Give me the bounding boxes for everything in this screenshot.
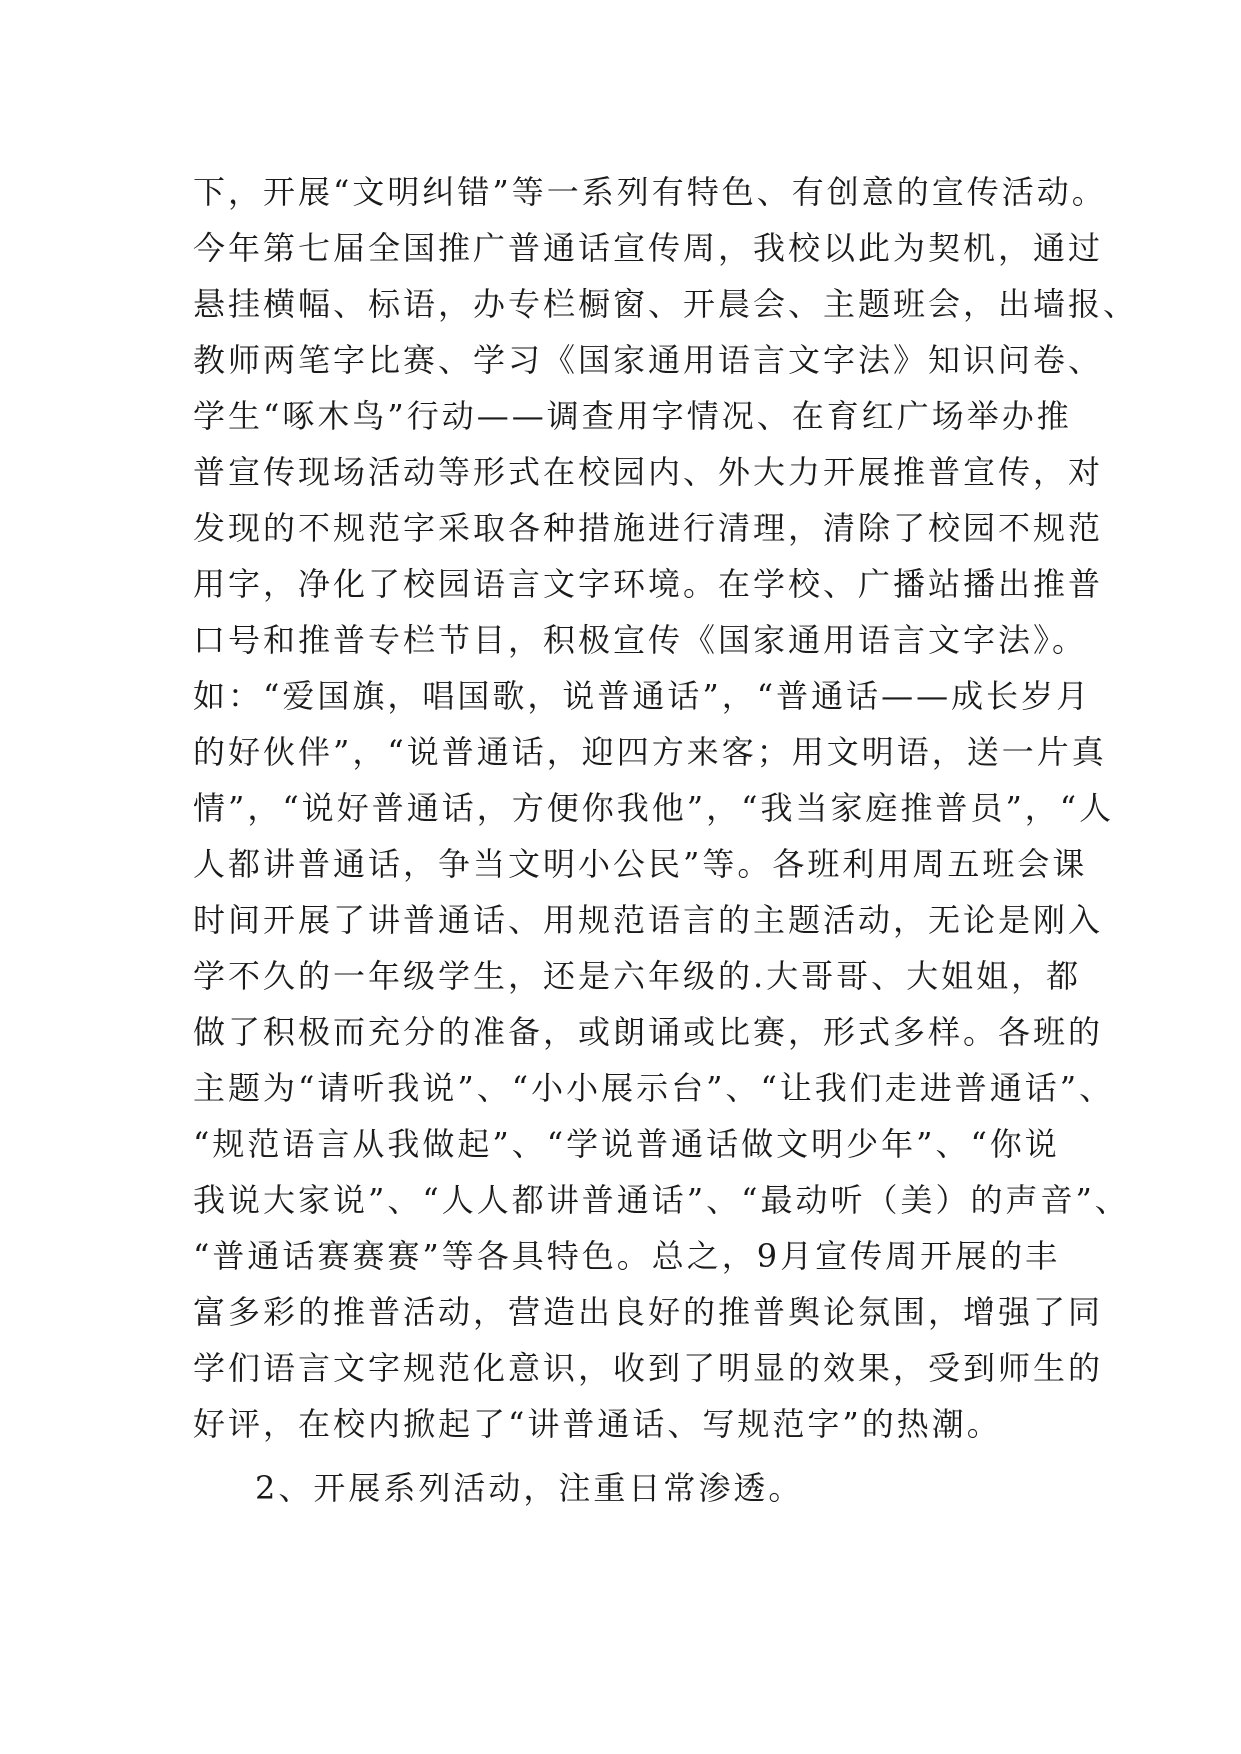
text-line: 用字，净化了校园语言文字环境。在学校、广播站播出推普 — [193, 565, 1104, 603]
text-line: 学们语言文字规范化意识，收到了明显的效果，受到师生的 — [193, 1349, 1104, 1387]
text-line: 富多彩的推普活动，营造出良好的推普舆论氛围，增强了同 — [193, 1293, 1104, 1331]
text-line: 教师两笔字比赛、学习《国家通用语言文字法》知识问卷、 — [193, 341, 1104, 379]
text-line: 人都讲普通话，争当文明小公民”等。各班利用周五班会课 — [193, 845, 1088, 883]
text-line: 主题为“请听我说”、“小小展示台”、“让我们走进普通话”、 — [193, 1069, 1115, 1107]
text-line: 我说大家说”、“人人都讲普通话”、“最动听（美）的声音”、 — [193, 1181, 1130, 1219]
text-line: 如：“爱国旗，唱国歌，说普通话”，“普通话——成长岁月 — [193, 677, 1092, 715]
body-text — [193, 164, 1139, 1516]
text-line: 下，开展“文明纠错”等一系列有特色、有创意的宣传活动。 — [193, 173, 1107, 211]
text-line: “规范语言从我做起”、“学说普通话做文明少年”、“你说 — [193, 1125, 1060, 1163]
text-line: 学生“啄木鸟”行动——调查用字情况、在育红广场举办推 — [193, 397, 1072, 435]
text-line: 今年第七届全国推广普通话宣传周，我校以此为契机，通过 — [193, 229, 1104, 267]
text-line: 好评，在校内掀起了“讲普通话、写规范字”的热潮。 — [193, 1405, 1002, 1443]
text-line: 发现的不规范字采取各种措施进行清理，清除了校园不规范 — [193, 509, 1104, 547]
text-line: 时间开展了讲普通话、用规范语言的主题活动，无论是刚入 — [193, 901, 1104, 939]
text-line: 口号和推普专栏节目，积极宣传《国家通用语言文字法》。 — [193, 621, 1088, 659]
text-line: 学不久的一年级学生，还是六年级的.大哥哥、大姐姐，都 — [193, 957, 1082, 995]
text-line: 悬挂横幅、标语，办专栏橱窗、开晨会、主题班会，出墙报、 — [193, 285, 1139, 323]
text-line: “普通话赛赛赛”等各具特色。总之，9月宣传周开展的丰 — [193, 1237, 1061, 1275]
text-line: 普宣传现场活动等形式在校园内、外大力开展推普宣传，对 — [193, 453, 1104, 491]
text-line: 情”，“说好普通话，方便你我他”，“我当家庭推普员”，“人 — [193, 789, 1115, 827]
text-line: 的好伙伴”，“说普通话，迎四方来客；用文明语，送一片真 — [193, 733, 1107, 771]
section-heading: 2、开展系列活动，注重日常渗透。 — [255, 1469, 804, 1507]
text-line: 做了积极而充分的准备，或朗诵或比赛，形式多样。各班的 — [193, 1013, 1104, 1051]
